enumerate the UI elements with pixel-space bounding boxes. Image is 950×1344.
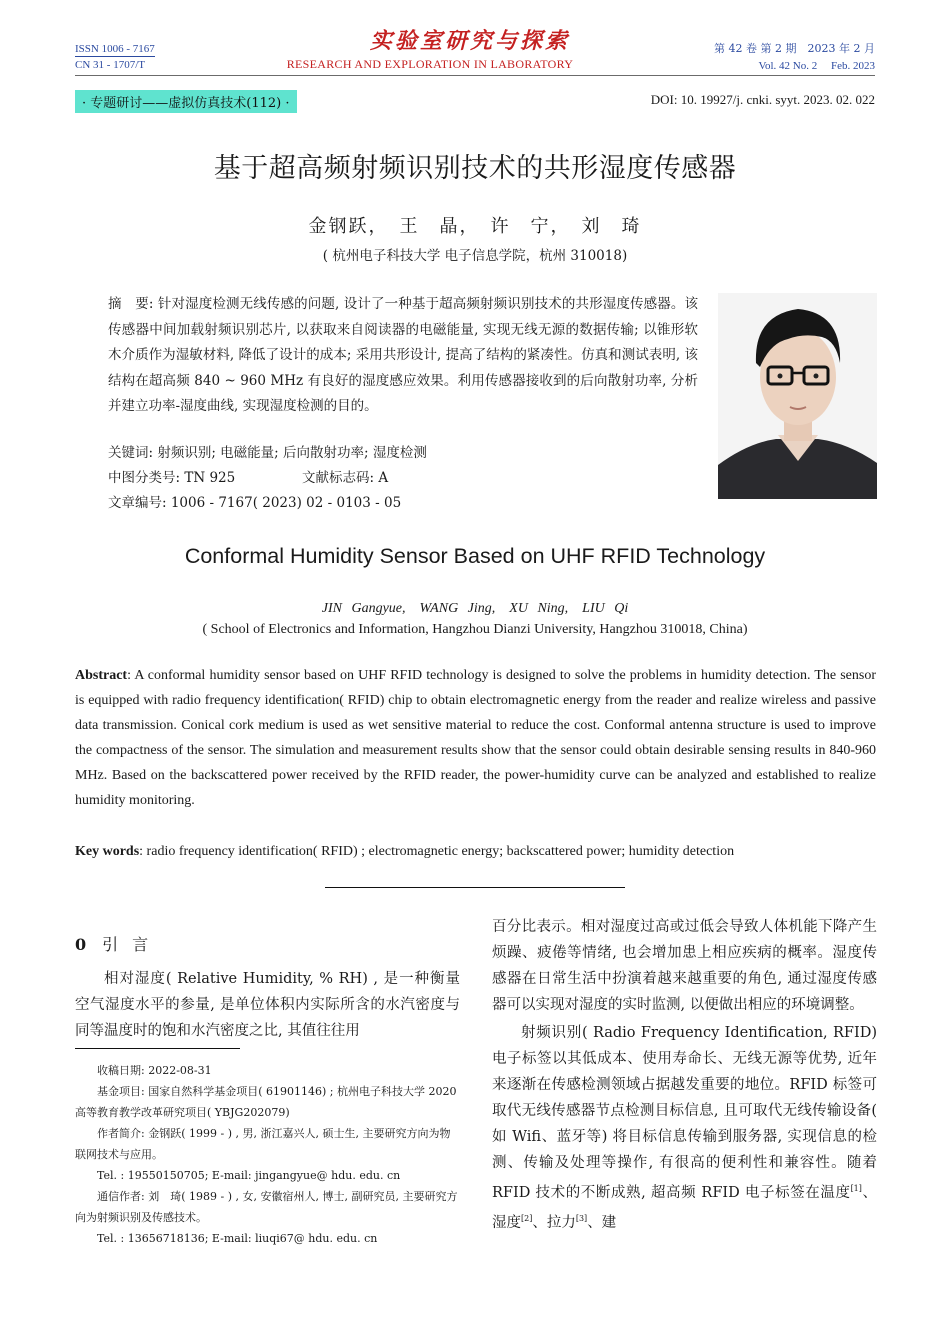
doi: DOI: 10. 19927/j. cnki. syyt. 2023. 02. 022 (650, 92, 875, 107)
abstract-en-text: : A conformal humidity sensor based on UHF RFID technology is designed to solve the problems in humidity detection. The sensor is equipped with radio frequency identification( RFID) chip to obtain electromagnetic energy from the reader and realize wireless and passive data transmission. Conical cork medium is used as wet sensitive material to reduce the cost. Conformal antenna structure is used to improve the compactness of the sensor. The simulation and measurement results show that the sensor could obtain desirable sensing results in 840-960 MHz. Based on the backscattered power received by the RFID reader, the power-humidity curve can be analyzed and established to realize humidity monitoring. (75, 668, 876, 808)
header-divider (75, 75, 875, 76)
right-column (492, 914, 877, 1236)
paragraph-rfid-tail-2: 、拉力 (532, 1214, 576, 1231)
footnote-author-contact: Tel. : 19550150705; E-mail: jingangyue@ hdu. edu. cn (97, 1169, 401, 1182)
keywords-en-label: Key words (75, 844, 140, 859)
column-tag: · 专题研讨——虚拟仿真技术(112) · (75, 90, 297, 113)
affiliation-cn: ( 杭州电子科技大学 电子信息学院，杭州 310018) (322, 248, 628, 264)
author-portrait-drawing (718, 293, 877, 499)
issn-number: ISSN 1006 - 7167 (75, 43, 155, 55)
journal-title-en: RESEARCH AND EXPLORATION IN LABORATORY (286, 57, 574, 71)
author-photo (718, 293, 877, 499)
keywords-en-text: : radio frequency identification( RFID) ; electromagnetic energy; backscattered power; humidity detection (139, 844, 735, 859)
clc-number: 中图分类号: TN 925 (108, 470, 236, 486)
issn-block (75, 42, 155, 72)
document-code: 文献标志码: A (302, 470, 389, 486)
keywords-en (75, 839, 876, 864)
footnote-received: 收稿日期: 2022-08-31 (97, 1064, 212, 1077)
paragraph-humidity: 百分比表示。相对湿度过高或过低会导致人体机能下降产生烦躁、疲倦等情绪, 也会增加患上相应疾病的概率。湿度传感器在日常生活中扮演着越来越重要的角色, 通过湿度传感器可以实现对湿度的实时监测, 以便做出相应的环境调整。 (492, 919, 877, 1013)
abstract-cn: 摘 要: 针对湿度检测无线传感的问题, 设计了一种基于超高频射频识别技术的共形湿度传感器。该传感器中间加载射频识别芯片, 以获取来自阅读器的电磁能量, 实现无线无源的数据传输; 以锥形软木介质作为湿敏材料, 降低了设计的成本; 采用共形设计, 提高了结构的紧凑性。仿真和测试表明, 该结构在超高频 840 ~ 960 MHz 有良好的湿度感应效果。利用传感器接收到的后向散射功率, 分析并建立功率-湿度曲线, 实现湿度检测的目的。 (108, 296, 698, 414)
section-heading (75, 932, 162, 955)
footnote-corresponding-contact: Tel. : 13656718136; E-mail: liuqi67@ hdu. edu. cn (97, 1232, 378, 1245)
footnotes (75, 1060, 460, 1249)
article-number: 文章编号: 1006 - 7167( 2023) 02 - 0103 - 05 (108, 495, 402, 511)
keywords-cn: 关键词: 射频识别; 电磁能量; 后向散射功率; 湿度检测 (108, 445, 427, 461)
footnote-corresponding-author: 通信作者: 刘 琦( 1989 - ) , 女, 安徽宿州人, 博士, 副研究员, 主要研究方向为射频识别及传感技术。 (75, 1190, 458, 1224)
paragraph-rfid (492, 1020, 877, 1236)
footnote-author-bio: 作者简介: 金钢跃( 1999 - ) , 男, 浙江嘉兴人, 硕士生, 主要研究方向为物联网技术与应用。 (75, 1127, 451, 1161)
affiliation-en: ( School of Electronics and Information, Hangzhou Dianzi University, Hangzhou 310018, China) (202, 622, 748, 637)
authors-en: JIN Gangyue, WANG Jing, XU Ning, LIU Qi (321, 601, 629, 616)
paragraph-rfid-tail-1: 、湿度 (492, 1184, 877, 1231)
paragraph-intro: 相对湿度( Relative Humidity, % RH) , 是一种衡量空气湿度水平的参量, 是单位体积内实际所含的水汽密度与同等温度时的饱和水汽密度之比, 其值往往用 (75, 971, 460, 1039)
authors-cn: 金钢跃， 王 晶， 许 宁， 刘 琦 (308, 216, 642, 237)
journal-title-cn: 实验室研究与探索 (369, 28, 570, 54)
issue-info-cn: 第 42 卷 第 2 期 2023 年 2 月 (714, 42, 875, 55)
section-number: 0 (75, 935, 87, 954)
citation-2[interactable]: [2] (521, 1213, 533, 1223)
footnote-divider (75, 1048, 240, 1049)
abstract-en-label: Abstract (75, 668, 128, 683)
section-divider (325, 887, 625, 888)
issue-info-en: Vol. 42 No. 2 Feb. 2023 (758, 60, 875, 72)
article-title-cn: 基于超高频射频识别技术的共形湿度传感器 (213, 153, 737, 184)
citation-1[interactable]: [1] (850, 1184, 862, 1193)
article-title-en: Conformal Humidity Sensor Based on UHF RFID Technology (184, 544, 766, 568)
section-title: 引言 (102, 935, 163, 954)
abstract-en (75, 663, 876, 813)
left-column (75, 966, 460, 1044)
footnote-fund: 基金项目: 国家自然科学基金项目( 61901146) ; 杭州电子科技大学 2020 高等教育教学改革研究项目( YBJG202079) (75, 1085, 457, 1119)
citation-3[interactable]: [3] (575, 1213, 588, 1223)
cn-number: CN 31 - 1707/T (75, 56, 155, 72)
paragraph-rfid-text: 射频识别( Radio Frequency Identification, RFID) 电子标签以其低成本、使用寿命长、无线无源等优势, 近年来逐渐在传感检测领域占据越发重要的地位。RFID 标签可取代无线传感器节点检测目标信息, 且可取代无线传输设备( 如 Wifi、蓝牙等) 将目标信息传输到服务器, 实现信息的检测、传输及处理等操作, 有很高的便利性和兼容性。随着 RFID 技术的不断成熟, 超高频 RFID 电子标签在温度 (492, 1025, 877, 1201)
paragraph-rfid-tail-3: 、建 (587, 1214, 617, 1231)
